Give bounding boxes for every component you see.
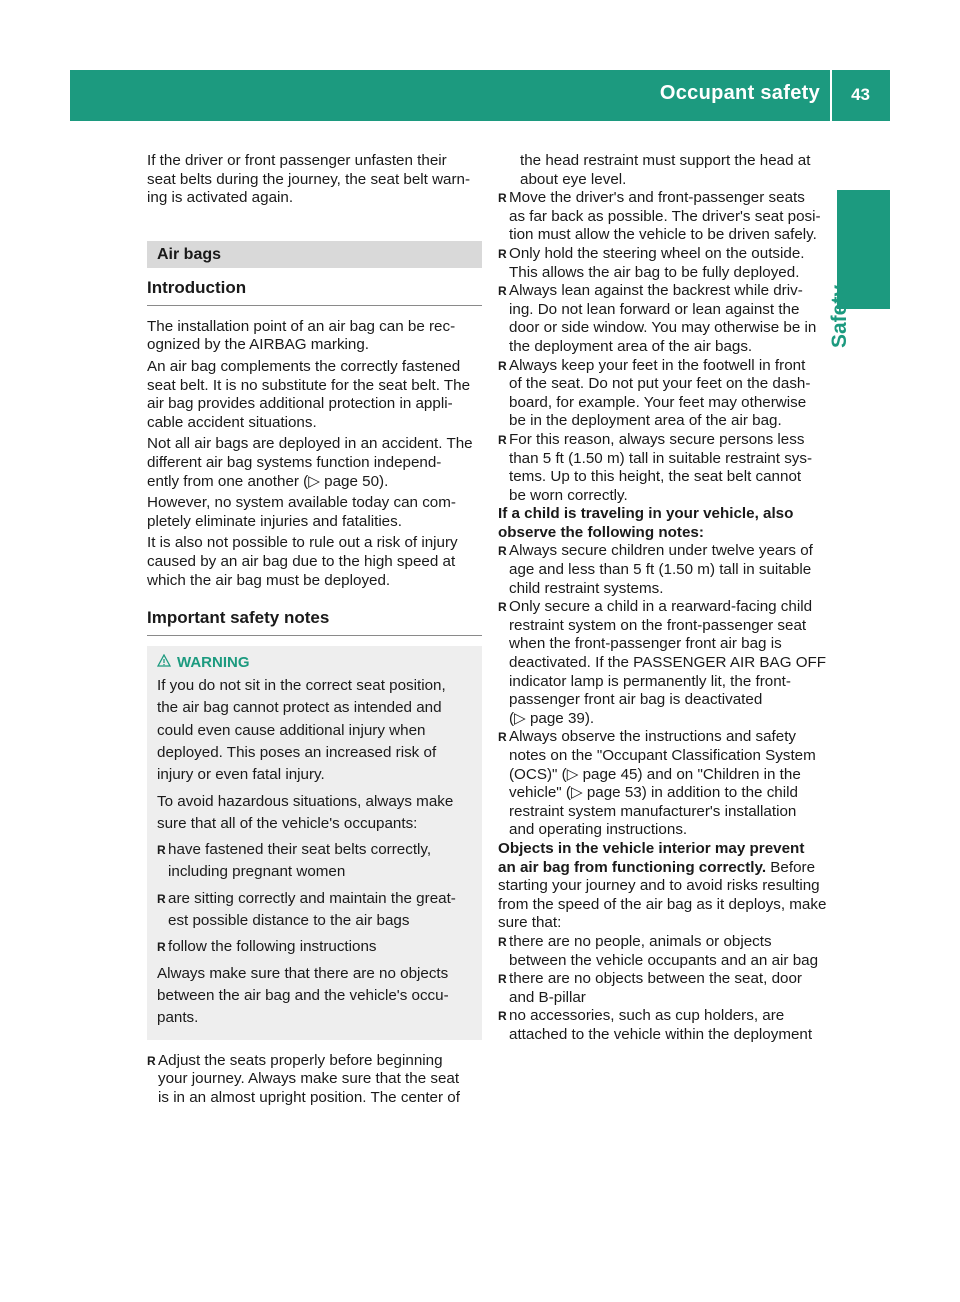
list-item-line: Only secure a child in a rearward-facing child — [509, 598, 813, 616]
list-item-line: the deployment area of the air bags. — [509, 337, 753, 355]
list-item — [498, 933, 836, 970]
warning-box — [147, 646, 482, 1039]
introduction-heading: Introduction — [147, 277, 482, 306]
body-paragraph — [147, 534, 482, 590]
objects-line: sure that: — [498, 914, 562, 932]
list-item — [498, 431, 836, 505]
list-item-line: Move the driver's and front-passenger seats — [509, 189, 805, 207]
objects-text: Before — [766, 858, 816, 876]
list-item-line: age and less than 5 ft (1.50 m) tall in suitable — [509, 561, 812, 579]
body-line: An air bag complements the correctly fastened — [147, 357, 461, 375]
list-item-line: Adjust the seats properly before beginning — [158, 1051, 443, 1069]
list-item — [498, 357, 836, 431]
list-item-line: This allows the air bag to be fully deployed. — [509, 263, 800, 281]
list-item-line: tion must allow the vehicle to be driven safely. — [509, 226, 817, 244]
bullet-marker-icon: R — [498, 432, 507, 447]
warning-line: pants. — [157, 1009, 199, 1027]
right-column — [498, 152, 836, 1045]
list-item-line: is in an almost upright position. The center of — [158, 1088, 460, 1106]
list-item-line: passenger front air bag is deactivated — [509, 691, 763, 709]
body-line: the head restraint must support the head at — [520, 152, 811, 169]
warning-triangle-icon — [157, 653, 171, 673]
intro-line: ing is activated again. — [147, 189, 294, 207]
body-line: pletely eliminate injuries and fatalities. — [147, 512, 402, 530]
bullet-marker-icon: R — [498, 730, 507, 745]
body-paragraph — [147, 318, 482, 355]
warning-list-item — [157, 936, 472, 958]
objects-bold-line: Objects in the vehicle interior may prevent — [498, 839, 805, 857]
list-item-line: and B-pillar — [509, 988, 586, 1006]
warning-header — [157, 653, 472, 673]
list-item-line: Always keep your feet in the footwell in front — [509, 356, 806, 374]
warning-line: injury or even fatal injury. — [157, 766, 325, 784]
child-notes-list — [498, 542, 836, 840]
heading-line: If a child is traveling in your vehicle, also — [498, 505, 794, 523]
objects-line: from the speed of the air bag as it deploys, make — [498, 895, 827, 913]
side-tab-label: Safety — [828, 284, 851, 348]
list-item-line: and operating instructions. — [509, 821, 688, 839]
bullet-marker-icon: R — [157, 940, 166, 955]
objects-paragraph — [498, 840, 836, 933]
list-item-line: than 5 ft (1.50 m) tall in suitable restraint sys- — [509, 449, 813, 467]
body-line: Not all air bags are deployed in an accident. The — [147, 435, 473, 453]
body-line: ently from one another (▷ page 50). — [147, 472, 389, 490]
warning-line: could even cause additional injury when — [157, 721, 426, 739]
objects-line — [498, 859, 836, 878]
list-item-line: there are no people, animals or objects — [509, 932, 772, 950]
warning-text-1 — [157, 675, 472, 786]
bullet-marker-icon: R — [498, 544, 507, 559]
page-number: 43 — [851, 85, 870, 104]
left-column — [147, 152, 482, 1107]
list-item-line: Always secure children under twelve years of — [509, 542, 813, 560]
list-item-line: of the seat. Do not put your feet on the dash- — [509, 375, 811, 393]
list-item-line: restraint system on the front-passenger seat — [509, 616, 807, 634]
list-item-line: follow the following instructions — [168, 938, 377, 956]
bullet-marker-icon: R — [147, 1053, 156, 1068]
list-item-line: child restraint systems. — [509, 579, 664, 597]
continued-text — [498, 152, 836, 189]
warning-line: sure that all of the vehicle's occupants: — [157, 814, 418, 832]
header-divider — [830, 70, 832, 121]
list-item-line: including pregnant women — [168, 863, 346, 881]
list-item-line: (▷ page 39). — [509, 709, 595, 727]
list-item-line: (OCS)" (▷ page 45) and on "Children in the — [509, 765, 801, 783]
list-item-line: your journey. Always make sure that the seat — [158, 1070, 460, 1088]
body-line: about eye level. — [520, 170, 627, 188]
bullet-marker-icon: R — [498, 972, 507, 987]
bullet-marker-icon: R — [157, 891, 166, 906]
warning-text-3 — [157, 963, 472, 1030]
warning-line: To avoid hazardous situations, always make — [157, 792, 454, 810]
body-line: which the air bag must be deployed. — [147, 571, 391, 589]
seat-position-list — [498, 189, 836, 505]
list-item-line: when the front-passenger front air bag is — [509, 635, 782, 653]
seat-adjust-list — [147, 1052, 482, 1108]
list-item-line: For this reason, always secure persons less — [509, 430, 805, 448]
bullet-marker-icon: R — [157, 843, 166, 858]
list-item-line: Always lean against the backrest while driv- — [509, 282, 803, 300]
body-line: seat belt. It is no substitute for the seat belt. The — [147, 376, 471, 394]
list-item-line: board, for example. Your feet may otherwise — [509, 393, 807, 411]
list-item — [498, 598, 836, 728]
list-item — [498, 1007, 836, 1044]
intro-line: If the driver or front passenger unfasten their — [147, 152, 447, 169]
body-line: caused by an air bag due to the high speed at — [147, 552, 456, 570]
intro-paragraph — [147, 152, 482, 208]
bullet-marker-icon: R — [498, 191, 507, 206]
list-item-line: tems. Up to this height, the seat belt cannot — [509, 468, 802, 486]
list-item — [147, 1052, 482, 1108]
list-item-line: be worn correctly. — [509, 486, 628, 504]
bullet-marker-icon: R — [498, 246, 507, 261]
body-line: The installation point of an air bag can be rec- — [147, 317, 456, 335]
body-paragraph — [147, 358, 482, 432]
body-line: different air bag systems function independ- — [147, 453, 442, 471]
objects-bold-text: an air bag from functioning correctly. — [498, 858, 767, 876]
list-item-line: attached to the vehicle within the deployment — [509, 1025, 813, 1043]
warning-list-item — [157, 888, 472, 933]
safety-notes-heading: Important safety notes — [147, 607, 482, 636]
list-item-line: ing. Do not lean forward or lean against the — [509, 300, 800, 318]
list-item-line: no accessories, such as cup holders, are — [509, 1007, 785, 1025]
bullet-marker-icon: R — [498, 1009, 507, 1024]
warning-text-2 — [157, 791, 472, 836]
list-item-line: as far back as possible. The driver's seat posi- — [509, 207, 821, 225]
list-item-line: Always observe the instructions and safety — [509, 728, 797, 746]
body-line: However, no system available today can com- — [147, 494, 456, 512]
body-paragraph — [147, 435, 482, 491]
list-item-line: notes on the "Occupant Classification System — [509, 747, 816, 764]
list-item-line: vehicle" (▷ page 53) in addition to the child — [509, 784, 798, 802]
list-item-line: restraint system manufacturer's installation — [509, 802, 797, 820]
warning-list — [157, 839, 472, 958]
heading-line: observe the following notes: — [498, 523, 704, 541]
list-item-line: there are no objects between the seat, door — [509, 970, 802, 988]
body-line: It is also not possible to rule out a risk of injury — [147, 534, 458, 552]
list-item-line: are sitting correctly and maintain the great- — [168, 889, 456, 907]
bullet-marker-icon: R — [498, 358, 507, 373]
bullet-marker-icon: R — [498, 600, 507, 615]
warning-label: WARNING — [177, 654, 250, 672]
child-notes-heading — [498, 505, 836, 542]
list-item-line: between the vehicle occupants and an air bag — [509, 951, 819, 969]
section-title: Occupant safety — [659, 82, 820, 104]
introduction-body — [147, 318, 482, 590]
body-paragraph — [147, 494, 482, 531]
list-item-line: deactivated. If the PASSENGER AIR BAG OFF — [509, 654, 827, 672]
warning-line: between the air bag and the vehicle's occu- — [157, 986, 449, 1004]
body-line: air bag provides additional protection in appli- — [147, 395, 453, 413]
intro-line: seat belts during the journey, the seat belt warn- — [147, 170, 471, 188]
warning-line: the air bag cannot protect as intended and — [157, 699, 442, 717]
warning-line: Always make sure that there are no objects — [157, 964, 449, 982]
bullet-marker-icon: R — [498, 284, 507, 299]
bullet-marker-icon: R — [498, 934, 507, 949]
warning-list-item — [157, 839, 472, 884]
body-line: cable accident situations. — [147, 413, 317, 431]
objects-list — [498, 933, 836, 1045]
page-header-bar — [70, 70, 890, 121]
list-item-line: be in the deployment area of the air bag. — [509, 412, 782, 430]
warning-line: If you do not sit in the correct seat position, — [157, 677, 446, 695]
list-item — [498, 189, 836, 245]
warning-line: deployed. This poses an increased risk of — [157, 743, 437, 761]
airbags-heading: Air bags — [147, 241, 482, 268]
body-line: ognized by the AIRBAG marking. — [147, 336, 370, 354]
list-item — [498, 542, 836, 598]
list-item — [498, 282, 836, 356]
list-item — [498, 245, 836, 282]
list-item-line: door or side window. You may otherwise be in — [509, 319, 817, 337]
objects-line: starting your journey and to avoid risks resulting — [498, 877, 820, 895]
list-item-line: Only hold the steering wheel on the outside. — [509, 244, 805, 262]
list-item-line: est possible distance to the air bags — [168, 912, 410, 930]
list-item — [498, 970, 836, 1007]
list-item-line: have fastened their seat belts correctly, — [168, 841, 432, 859]
list-item — [498, 728, 836, 840]
list-item-line: indicator lamp is permanently lit, the front- — [509, 672, 791, 690]
